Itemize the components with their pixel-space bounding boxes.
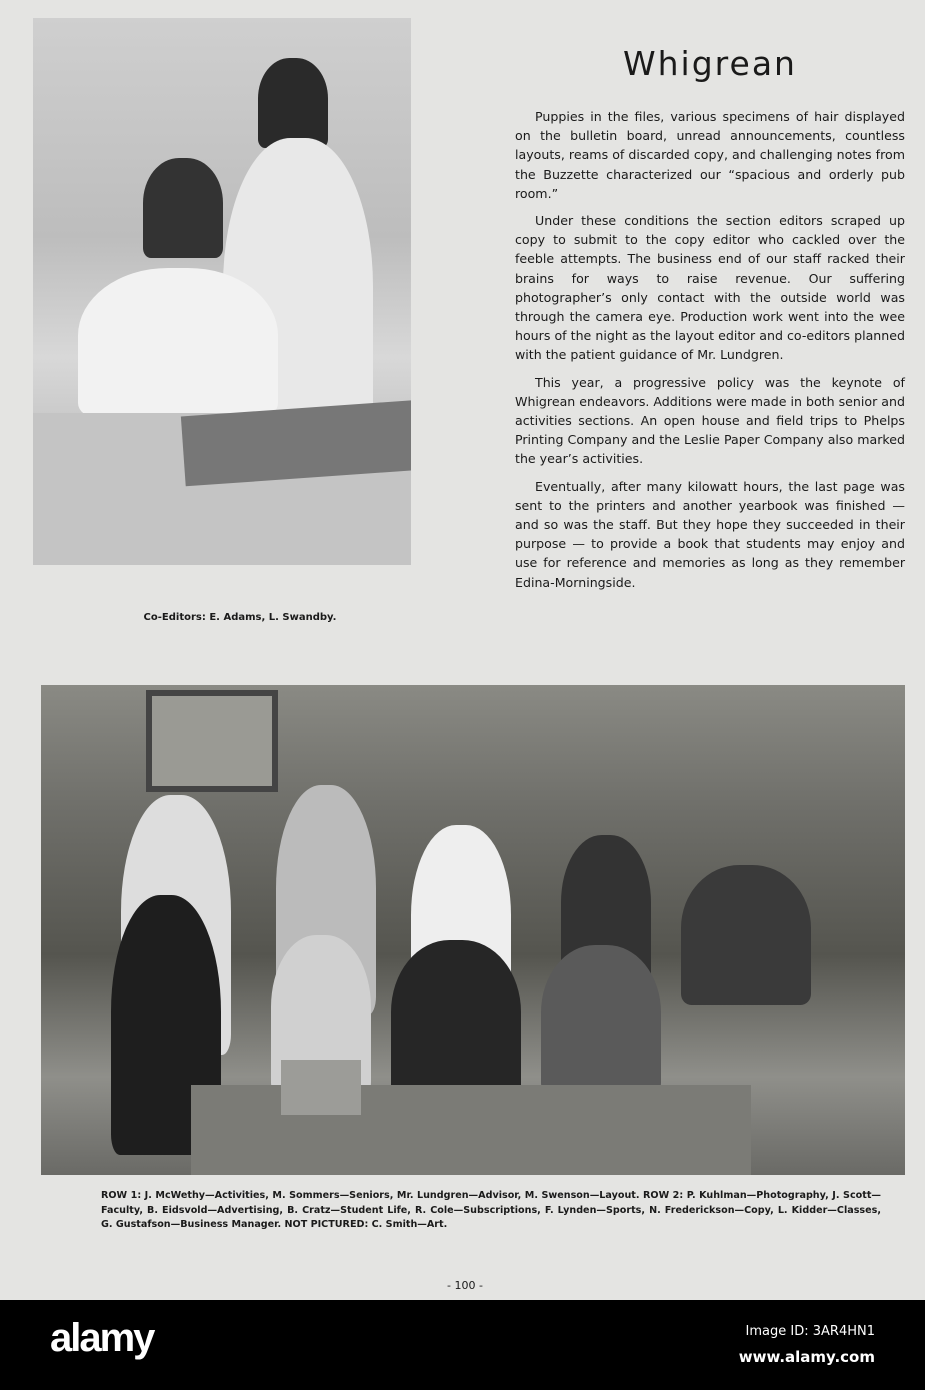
paragraph: This year, a progressive policy was the keynote of Whigrean endeavors. Additions were made in both senior and activities sections. An open house and field trips to Phelps Printing Company and the Leslie Paper Company also marked the year’s activities.	[515, 374, 905, 467]
watermark-url: www.alamy.com	[738, 1348, 875, 1366]
alamy-logo: alamy	[50, 1316, 154, 1360]
paragraph: Under these conditions the section editors scraped up copy to submit to the copy editor who cackled over the feeble attempts. The business end of our staff racked their brains for ways to raise revenue. Our suffering photographer’s only contact with the outside world was through the camera eye. Production work went into the wee hours of the night as the layout editor and co-editors planned with the patient guidance of Mr. Lundgren.	[515, 213, 905, 363]
article-body	[515, 107, 905, 600]
paragraph: Eventually, after many kilowatt hours, the last page was sent to the printers and another yearbook was finished — and so was the staff. But they hope they succeeded in their purpose — to provide a book that students may enjoy and use for reference and memories as long as they remember Edina-Morningside.	[515, 478, 905, 590]
image-id: Image ID: 3AR4HN1	[745, 1324, 875, 1339]
photo1-caption: Co-Editors: E. Adams, L. Swandby.	[143, 612, 337, 623]
co-editors-photo	[33, 18, 411, 565]
watermark-bar	[0, 1300, 925, 1390]
staff-group-photo	[41, 685, 905, 1175]
photo2-caption: ROW 1: J. McWethy—Activities, M. Sommers—Seniors, Mr. Lundgren—Advisor, M. Swenson—Layout. ROW 2: P. Kuhlman—Photography, J. Scott—Faculty, B. Eidsvold—Advertising, B. Cratz—Student Life, R. Cole—Subscriptions, F. Lynden—Sports, N. Frederickson—Copy, L. Kidder—Classes, G. Gustafson—Business Manager. NOT PICTURED: C. Smith—Art.	[101, 1190, 881, 1230]
paragraph: Puppies in the files, various specimens of hair displayed on the bulletin board, unread announcements, countless layouts, reams of discarded copy, and challenging notes from the Buzzette characterized our “spacious and orderly pub room.”	[515, 109, 905, 201]
page-title: Whigrean	[623, 44, 797, 83]
page-number: - 100 -	[447, 1279, 483, 1292]
